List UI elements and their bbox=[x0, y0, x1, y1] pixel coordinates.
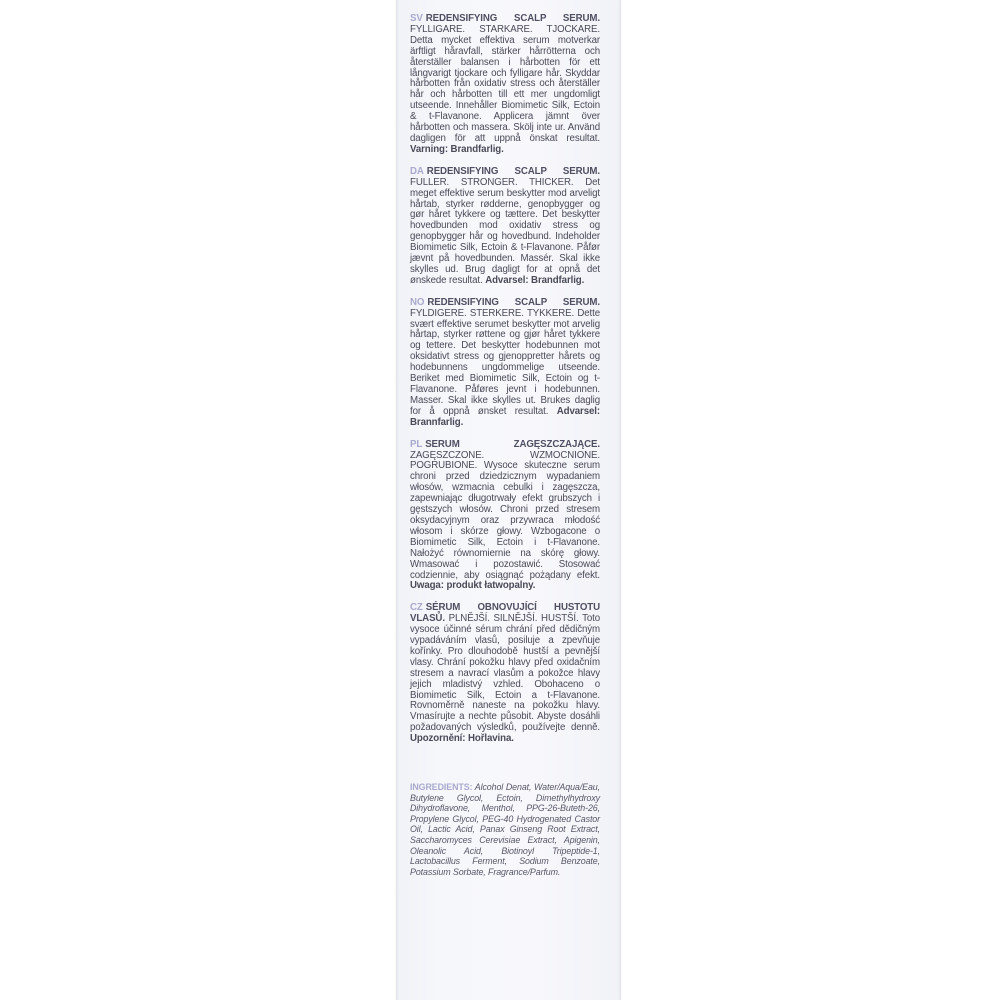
section-warning: Upozornění: Hořlavina. bbox=[410, 733, 514, 745]
section-cz bbox=[410, 603, 600, 745]
section-warning: Uwaga: produkt łatwopalny. bbox=[410, 580, 536, 592]
ingredients-label: INGREDIENTS: bbox=[410, 782, 473, 793]
language-code: DA bbox=[410, 165, 424, 177]
section-body: FULLER. STRONGER. THICKER. Det meget effektive serum beskytter mod arveligt hårtab, styrker rødderne, genopbygger og gør håret tykkere og tættere. Det beskytter hovedbunden mod oxidativ stress og genopbygger hår og hovedbund. Indeholder Biomimetic Silk, Ectoin & t-Flavanone. Påfør jævnt på hovedbunden. Massér. Skal ikke skylles ud. Brug dagligt for at opnå det ønskede resultat. bbox=[410, 176, 600, 286]
section-da bbox=[410, 167, 600, 287]
section-no bbox=[410, 298, 600, 429]
section-title: REDENSIFYING SCALP SERUM. bbox=[425, 13, 600, 24]
section-body: PLNĚJŠÍ. SILNĚJŠÍ. HUSTŠÍ. Toto vysoce účinné sérum chrání před dědičným vypadáváním vlasů, posiluje a zpevňuje kořínky. Pro dlouhodobě hustší a pevnější vlasy. Chrání pokožku hlavy před oxidačním stresem a navrací vlasům a pokožce hlavy jejich mladistvý vzhled. Obohaceno o Biomimetic Silk, Ectoin a t-Flavanone. Rovnoměrně naneste na pokožku hlavy. Vmasírujte a nechte působit. Abyste dosáhli požadovaných výsledků, používejte denně. bbox=[410, 613, 601, 734]
language-code: SV bbox=[410, 13, 423, 24]
language-code: CZ bbox=[410, 602, 423, 614]
section-warning: Advarsel: Brannfarlig. bbox=[410, 405, 601, 428]
section-pl bbox=[410, 440, 600, 593]
section-title: REDENSIFYING SCALP SERUM. bbox=[427, 296, 600, 308]
section-body: FYLLIGARE. STARKARE. TJOCKARE. Detta mycket effektiva serum motverkar ärftligt håravfall, stärker hårrötterna och återställer balansen i hårbotten för ett långvarigt tjockare och fylligare hår. Skyddar hårbotten från oxidativ stress och återställer hår och hårbotten till ett mer ungdomligt utseende. Innehåller Biomimetic Silk, Ectoin & t-Flavanone. Applicera jämnt över hårbotten och massera. Skölj inte ur. Använd dagligen för att uppnå önskat resultat. bbox=[410, 23, 600, 144]
section-body: ZAGĘSZCZONE. WZMOCNIONE. POGRUBIONE. Wysoce skuteczne serum chroni przed dziedzicznym wypadaniem włosów, wzmacnia cebulki i zagęszcza, zapewniając długotrwały efekt grubszych i gęstszych włosów. Chroni przed stresem oksydacyjnym oraz przywraca młodość włosom i skórze głowy. Wzbogacone o Biomimetic Silk, Ectoin i t-Flavanone. Nałożyć równomiernie na skórę głowy. Wmasować i pozostawić. Stosować codziennie, aby osiągnąć pożądany efekt. bbox=[410, 449, 600, 581]
language-code: NO bbox=[410, 296, 425, 308]
ingredients-text: Alcohol Denat, Water/Aqua/Eau, Butylene Glycol, Ectoin, Dimethylhydroxy Dihydroflavone, Menthol, PPG-26-Buteth-26, Propylene Glycol, PEG-40 Hydrogenated Castor Oil, Lactic Acid, Panax Ginseng Root Extract, Saccharomyces Cerevisiae Extract, Apigenin, Oleanolic Acid, Biotinoyl Tripeptide-1, Lactobacillus Ferment, Sodium Benzoate, Potassium Sorbate, Fragrance/Parfum. bbox=[410, 782, 600, 877]
product-label-text bbox=[410, 14, 600, 888]
section-warning: Varning: Brandfarlig. bbox=[410, 143, 504, 155]
section-sv bbox=[410, 14, 600, 156]
section-warning: Advarsel: Brandfarlig. bbox=[485, 274, 585, 286]
section-body: FYLDIGERE. STERKERE. TYKKERE. Dette svært effektive serumet beskytter mot arvelig hårtap, styrker røttene og gjør håret tykkere og tettere. Det beskytter hodebunnen mot oksidativt stress og gjenoppretter hårets og hodebunnens ungdommelige utseende. Beriket med Biomimetic Silk, Ectoin og t-Flavanone. Påføres jevnt i hodebunnen. Masser. Skal ikke skylles ut. Brukes daglig for å oppnå ønsket resultat. bbox=[410, 307, 600, 417]
section-title: REDENSIFYING SCALP SERUM. bbox=[426, 165, 600, 177]
section-title: SERUM ZAGĘSZCZAJĄCE. bbox=[425, 438, 600, 450]
language-code: PL bbox=[410, 438, 423, 450]
ingredients-list bbox=[410, 782, 600, 877]
section-title: SÉRUM OBNOVUJÍCÍ HUSTOTU VLASŮ. bbox=[410, 602, 600, 625]
